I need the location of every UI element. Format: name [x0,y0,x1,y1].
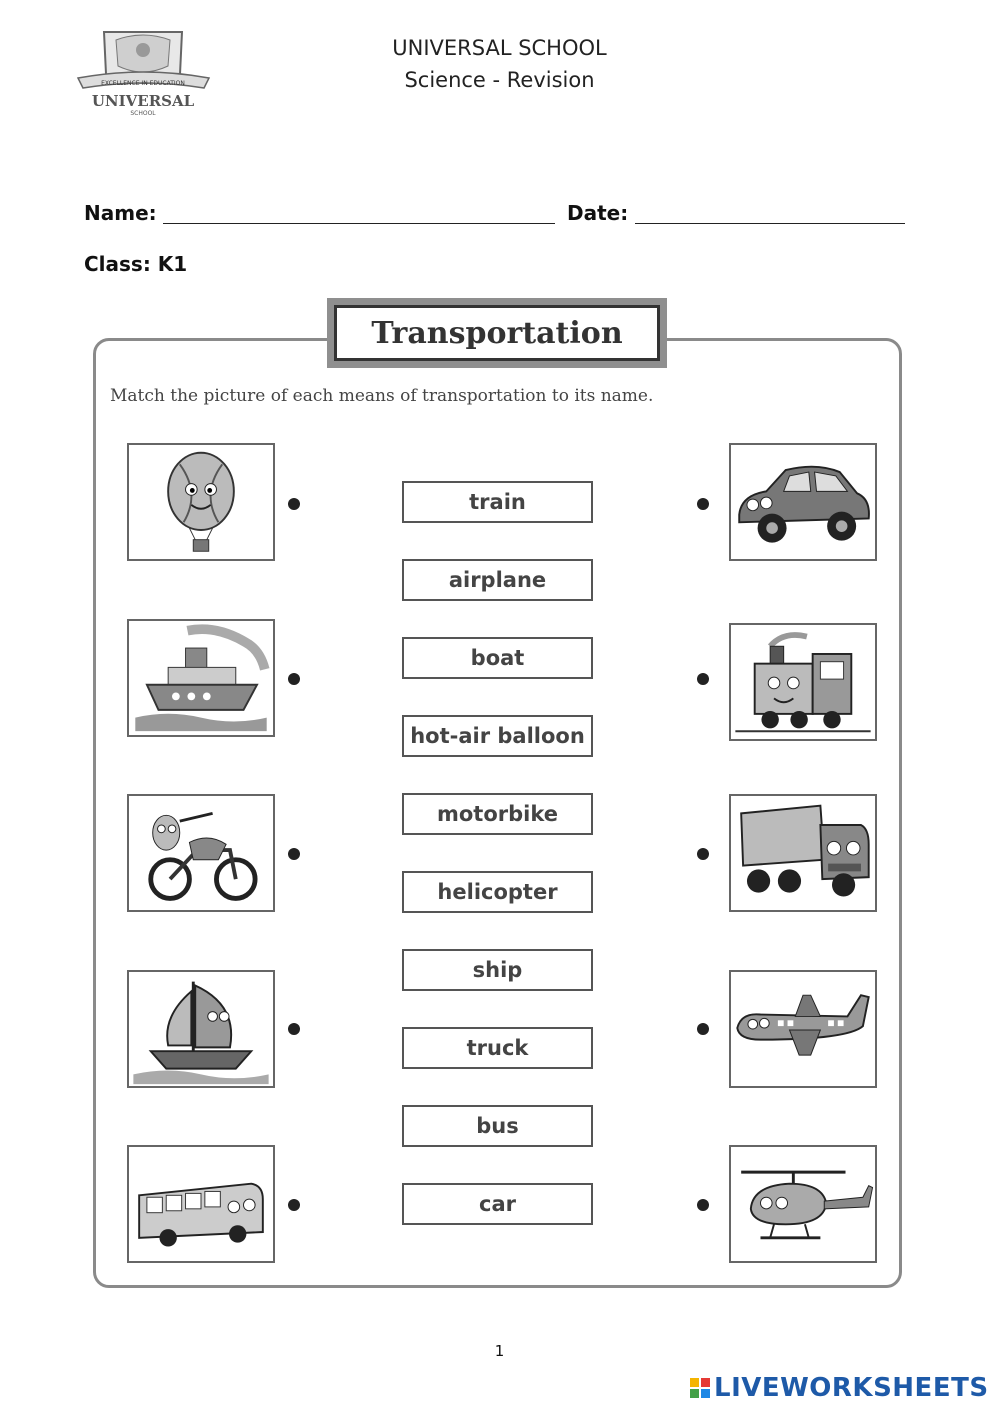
hot-air-balloon-icon [127,443,275,561]
word-car[interactable]: car [402,1183,593,1225]
left-dot-2[interactable] [288,673,300,685]
worksheet-title-box [327,298,667,368]
word-hot-air-balloon[interactable]: hot-air balloon [402,715,593,757]
right-dot-3[interactable] [697,848,709,860]
page-number: 1 [494,1342,505,1360]
word-boat[interactable]: boat [402,637,593,679]
right-dot-1[interactable] [697,498,709,510]
right-dot-4[interactable] [697,1023,709,1035]
train-icon [729,623,877,741]
left-dot-3[interactable] [288,848,300,860]
liveworksheets-icon [690,1378,710,1398]
truck-icon [729,794,877,912]
word-ship[interactable]: ship [402,949,593,991]
motorbike-icon [127,794,275,912]
word-train[interactable]: train [402,481,593,523]
svg-text:SCHOOL: SCHOOL [130,110,156,117]
left-dot-4[interactable] [288,1023,300,1035]
word-helicopter[interactable]: helicopter [402,871,593,913]
left-dot-5[interactable] [288,1199,300,1211]
right-dot-5[interactable] [697,1199,709,1211]
class-label: Class: K1 [84,252,188,276]
svg-text:UNIVERSAL: UNIVERSAL [91,92,195,110]
date-line[interactable] [635,223,905,224]
instruction-text: Match the picture of each means of transportation to its name. [110,386,654,406]
helicopter-icon [729,1145,877,1263]
airplane-icon [729,970,877,1088]
left-dot-1[interactable] [288,498,300,510]
right-dot-2[interactable] [697,673,709,685]
subject-title: Science - Revision [404,68,595,92]
date-label: Date: [567,201,629,225]
word-motorbike[interactable]: motorbike [402,793,593,835]
car-icon [729,443,877,561]
worksheet-title: Transportation [334,305,660,361]
word-airplane[interactable]: airplane [402,559,593,601]
school-name: UNIVERSAL SCHOOL [392,36,607,60]
name-label: Name: [84,201,157,225]
ship-icon [127,619,275,737]
word-bus[interactable]: bus [402,1105,593,1147]
word-truck[interactable]: truck [402,1027,593,1069]
bus-icon [127,1145,275,1263]
svg-text:EXCELLENCE IN EDUCATION: EXCELLENCE IN EDUCATION [101,80,185,87]
name-line[interactable] [163,223,555,224]
liveworksheets-brand: LIVEWORKSHEETS [714,1373,989,1403]
liveworksheets-logo [690,1372,989,1404]
boat-icon [127,970,275,1088]
